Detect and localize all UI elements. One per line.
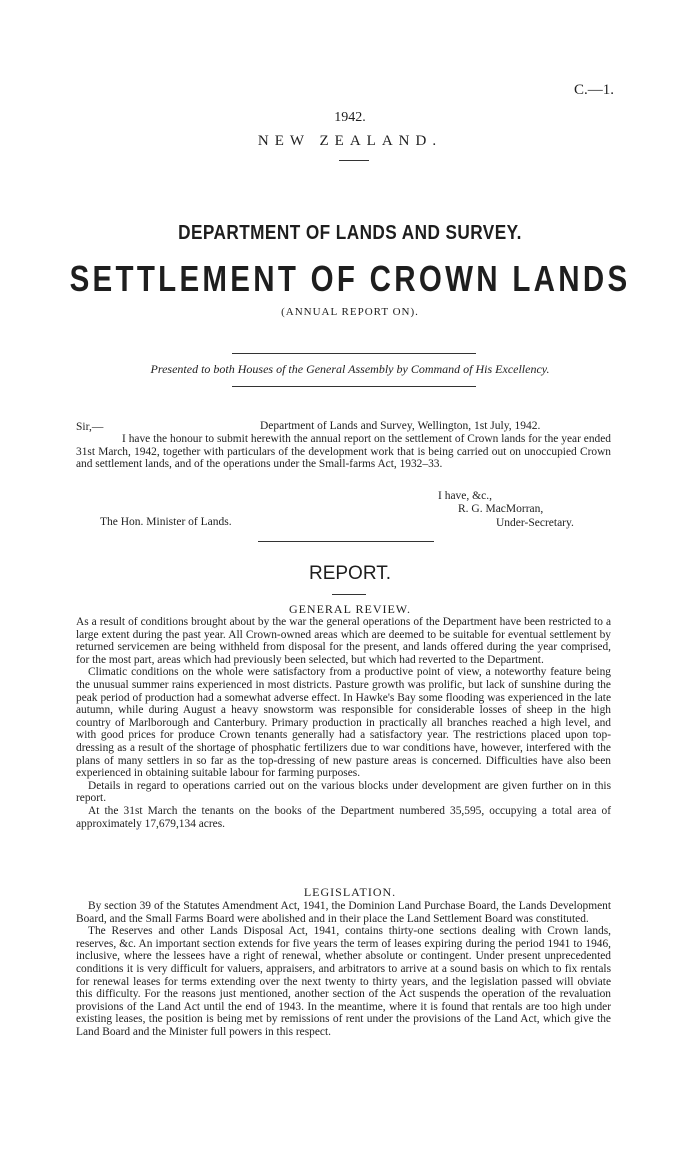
general-review-heading: GENERAL REVIEW. [288,602,412,616]
general-review-paragraph: Details in regard to operations carried out on the various blocks under development are given further on in this report. [76,779,611,805]
report-title: SETTLEMENT OF CROWN LANDS [69,258,631,299]
legislation-section [76,900,611,1039]
letter-closing: I have, &c., [438,490,492,502]
legislation-heading: LEGISLATION. [303,885,397,899]
letter-signatory-title: Under-Secretary. [496,517,574,529]
report-year: 1942. [334,110,366,125]
department-heading: DEPARTMENT OF LANDS AND SURVEY. [178,222,522,244]
presented-rule-bottom [232,386,476,387]
letter-divider [258,541,434,542]
letter-signatory: R. G. MacMorran, [458,503,544,515]
legislation-paragraph: The Reserves and other Lands Disposal Act, 1941, contains thirty-one sections dealing with Crown lands, reserves, &c. An important section extends for five years the term of leases expiring during the period 1941 to 1946, inclusive, where the lessees have a right of renewal, whether absolute or contingent. Under present unprecedented conditions it is very difficult for valuers, appraisers, and arbitrators to arrive at a sound basis on which to fix rentals for renewal leases for terms extending over the next twenty to thirty years, and the legislation passed will obviate this difficulty. For the reasons just mentioned, another section of the Act suspends the operation of the revaluation provisions of the Land Act until the end of 1943. In the meantime, where it is found that rentals are too high under existing leases, the position is being met by remissions of rent under the provisions of the Land Act, which give the Land Board and the Minister full powers in this respect. [76,925,611,1038]
report-divider [332,594,366,595]
letter-addressee: The Hon. Minister of Lands. [100,516,232,528]
general-review-paragraph: At the 31st March the tenants on the books of the Department numbered 35,595, occupying a total area of approximately 17,679,134 acres. [76,804,611,830]
letter-salutation: Sir,— [76,421,104,433]
legislation-paragraph: By section 39 of the Statutes Amendment Act, 1941, the Dominion Land Purchase Board, the Lands Development Board, and the Small Farms Board were abolished and in their place the Land Settlement Board was constituted. [76,900,611,925]
letter-dateline: Department of Lands and Survey, Wellington, 1st July, 1942. [260,420,541,432]
report-subtitle: (ANNUAL REPORT ON). [281,306,419,318]
country-heading: NEW ZEALAND. [257,133,443,149]
document-reference: C.—1. [573,82,614,98]
general-review-section [76,616,611,830]
title-divider [339,160,369,161]
letter-body: I have the honour to submit herewith the annual report on the settlement of Crown lands for the year ended 31st March, 1942, together with particulars of the development work that is being carried out on unoccupied Crown and settlement lands, and of the operations under the Small-farms Act, 1932–33. [76,433,611,471]
presented-rule-top [232,353,476,354]
report-heading: REPORT. [308,563,391,584]
general-review-paragraph: Climatic conditions on the whole were satisfactory from a productive point of view, a noteworthy feature being the unusual summer rains experienced in most districts. Pasture growth was prolific, but lack of sunshine during the peak period of production had a somewhat adverse effect. In Hawke's Bay some flooding was experienced in the late autumn, while during August a heavy snowstorm was responsible for considerable losses of sheep in the high country of Marlborough and Canterbury. Primary production in practically all branches reached a high level, and with good prices for produce Crown tenants generally had a satisfactory year. The restrictions placed upon top-dressing as a result of the shortage of phosphatic fertilizers due to war conditions have, however, interfered with the plans of many settlers in so far as the top-dressing of new pasture areas is concerned. Difficulties have also been experienced in obtaining suitable labour for farming purposes. [76,666,611,780]
presented-statement: Presented to both Houses of the General Assembly by Command of His Excellency. [150,362,550,376]
general-review-paragraph: As a result of conditions brought about by the war the general operations of the Department have been restricted to a large extent during the past year. All Crown-owned areas which are deemed to be suitable for eventual settlement by returned servicemen are being withheld from disposal for the present, and lands offered during the year comprised, for the most part, areas which had previously been selected, but which had reverted to the Department. [76,616,611,666]
